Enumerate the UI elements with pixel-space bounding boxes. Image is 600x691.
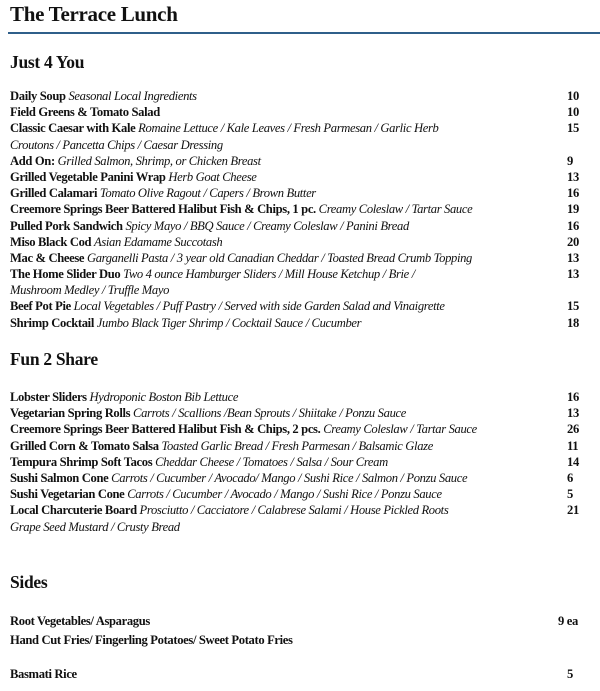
item-name: Field Greens & Tomato Salad [10,105,160,120]
menu-item [10,454,590,470]
item-price: 10 [567,89,579,103]
section-heading: Fun 2 Share [10,349,98,369]
item-description: Creamy Coleslaw / Tartar Sauce [323,422,477,437]
item-description: Hydroponic Boston Bib Lettuce [89,390,239,404]
item-description-continued [10,519,590,535]
menu-item [10,613,590,629]
item-description: Prosciutto / Cacciatore / Calabrese Salami / House Pickled Roots [139,503,449,518]
item-description: Toasted Garlic Bread / Fresh Parmesan / Balsamic Glaze [161,438,433,453]
menu-item [10,234,590,250]
item-price: 9 ea [558,614,578,628]
menu-title: The Terrace Lunch [10,2,178,26]
item-description: Grape Seed Mustard / Crusty Bread [10,519,180,534]
item-price: 16 [567,390,579,404]
item-price: 9 [567,153,573,168]
item-name: Miso Black Cod [10,234,92,249]
item-price: 13 [567,406,579,421]
menu-item [10,502,590,518]
item-description: Two 4 ounce Hamburger Sliders / Mill House Ketchup / Brie / [123,267,415,282]
section-heading: Just 4 You [10,52,85,72]
item-name: Root Vegetables/ Asparagus [10,614,150,628]
item-price: 11 [567,438,579,453]
menu-item [10,470,590,486]
menu-item [10,201,590,217]
item-description: Spicy Mayo / BBQ Sauce / Creamy Coleslaw / Panini Bread [125,218,409,233]
item-name: Local Charcuterie Board [10,503,137,518]
item-price: 18 [567,315,579,330]
item-name: Mac & Cheese [10,250,85,265]
menu-item [10,666,590,682]
item-name: Grilled Corn & Tomato Salsa [10,438,159,453]
item-name: Daily Soup [10,89,66,103]
item-description: Carrots / Cucumber / Avocado / Mango / Sushi Rice / Ponzu Sauce [127,487,442,502]
menu-item [10,250,590,266]
menu-item [10,185,590,201]
item-name: Grilled Calamari [10,186,98,201]
item-price: 21 [567,503,579,518]
item-description: Grilled Salmon, Shrimp, or Chicken Breast [57,153,261,168]
item-name: Hand Cut Fries/ Fingerling Potatoes/ Sweet Potato Fries [10,633,293,648]
item-description: Jumbo Black Tiger Shrimp / Cocktail Sauce / Cucumber [96,315,362,330]
item-name: Creemore Springs Beer Battered Halibut Fish & Chips, 2 pcs. [10,422,321,437]
item-description-continued [10,137,590,153]
menu-list-fun-2-share [10,389,590,535]
item-price: 14 [567,454,579,469]
item-price: 15 [567,299,579,314]
menu-item [10,486,590,502]
item-name: Add On: [10,153,55,168]
item-price: 13 [567,250,579,265]
item-description: Local Vegetables / Puff Pastry / Served with side Garden Salad and Vinaigrette [73,299,445,314]
item-description: Mushroom Medley / Truffle Mayo [10,283,170,298]
item-description-continued [10,282,590,298]
item-price: 20 [567,234,579,249]
item-description: Croutons / Pancetta Chips / Caesar Dressing [10,137,223,152]
menu-item [10,266,590,282]
item-description: Garganelli Pasta / 3 year old Canadian Cheddar / Toasted Bread Crumb Topping [86,250,473,265]
title-divider [8,32,600,34]
menu-item [10,405,590,421]
item-description: Asian Edamame Succotash [93,234,223,249]
item-name: Tempura Shrimp Soft Tacos [10,454,153,469]
item-name: Creemore Springs Beer Battered Halibut Fish & Chips, 1 pc. [10,202,316,217]
menu-item [10,389,590,405]
menu-item [10,153,590,169]
item-price: 5 [567,667,573,682]
menu-list-just-4-you [10,88,590,331]
item-name: Basmati Rice [10,667,77,682]
item-name: Grilled Vegetable Panini Wrap [10,169,166,184]
menu-item [10,88,590,104]
item-name: Pulled Pork Sandwich [10,218,123,233]
item-description: Carrots / Cucumber / Avocado/ Mango / Sushi Rice / Salmon / Ponzu Sauce [111,470,468,485]
item-name: Sushi Vegetarian Cone [10,487,125,502]
item-name: Shrimp Cocktail [10,315,94,330]
item-name: Classic Caesar with Kale [10,121,136,136]
item-name: Lobster Sliders [10,390,87,404]
item-description: Cheddar Cheese / Tomatoes / Salsa / Sour Cream [155,454,388,469]
item-price: 10 [567,105,579,120]
item-description: Tomato Olive Ragout / Capers / Brown Butter [99,186,316,201]
item-price: 5 [567,487,573,502]
item-name: Vegetarian Spring Rolls [10,406,131,421]
menu-item [10,104,590,120]
menu-item [10,298,590,314]
item-name: Beef Pot Pie [10,299,71,314]
item-description: Seasonal Local Ingredients [68,89,197,103]
menu-item [10,438,590,454]
menu-item [10,169,590,185]
item-description: Creamy Coleslaw / Tartar Sauce [318,202,473,217]
item-price: 13 [567,267,579,282]
menu-item [10,315,590,331]
menu-item [10,632,590,648]
menu-item [10,218,590,234]
menu-item [10,421,590,437]
item-price: 16 [567,218,579,233]
item-price: 6 [567,470,573,485]
menu-item [10,120,590,136]
item-price: 15 [567,121,579,136]
item-name: Sushi Salmon Cone [10,470,109,485]
item-price: 16 [567,186,579,201]
item-price: 13 [567,169,579,184]
item-price: 19 [567,202,579,217]
item-description: Carrots / Scallions /Bean Sprouts / Shiitake / Ponzu Sauce [133,406,407,421]
menu-list-sides [10,613,590,683]
item-name: The Home Slider Duo [10,267,121,282]
item-description: Herb Goat Cheese [168,169,257,184]
section-heading: Sides [10,572,48,592]
item-description: Romaine Lettuce / Kale Leaves / Fresh Parmesan / Garlic Herb [138,121,439,136]
item-price: 26 [567,422,579,437]
